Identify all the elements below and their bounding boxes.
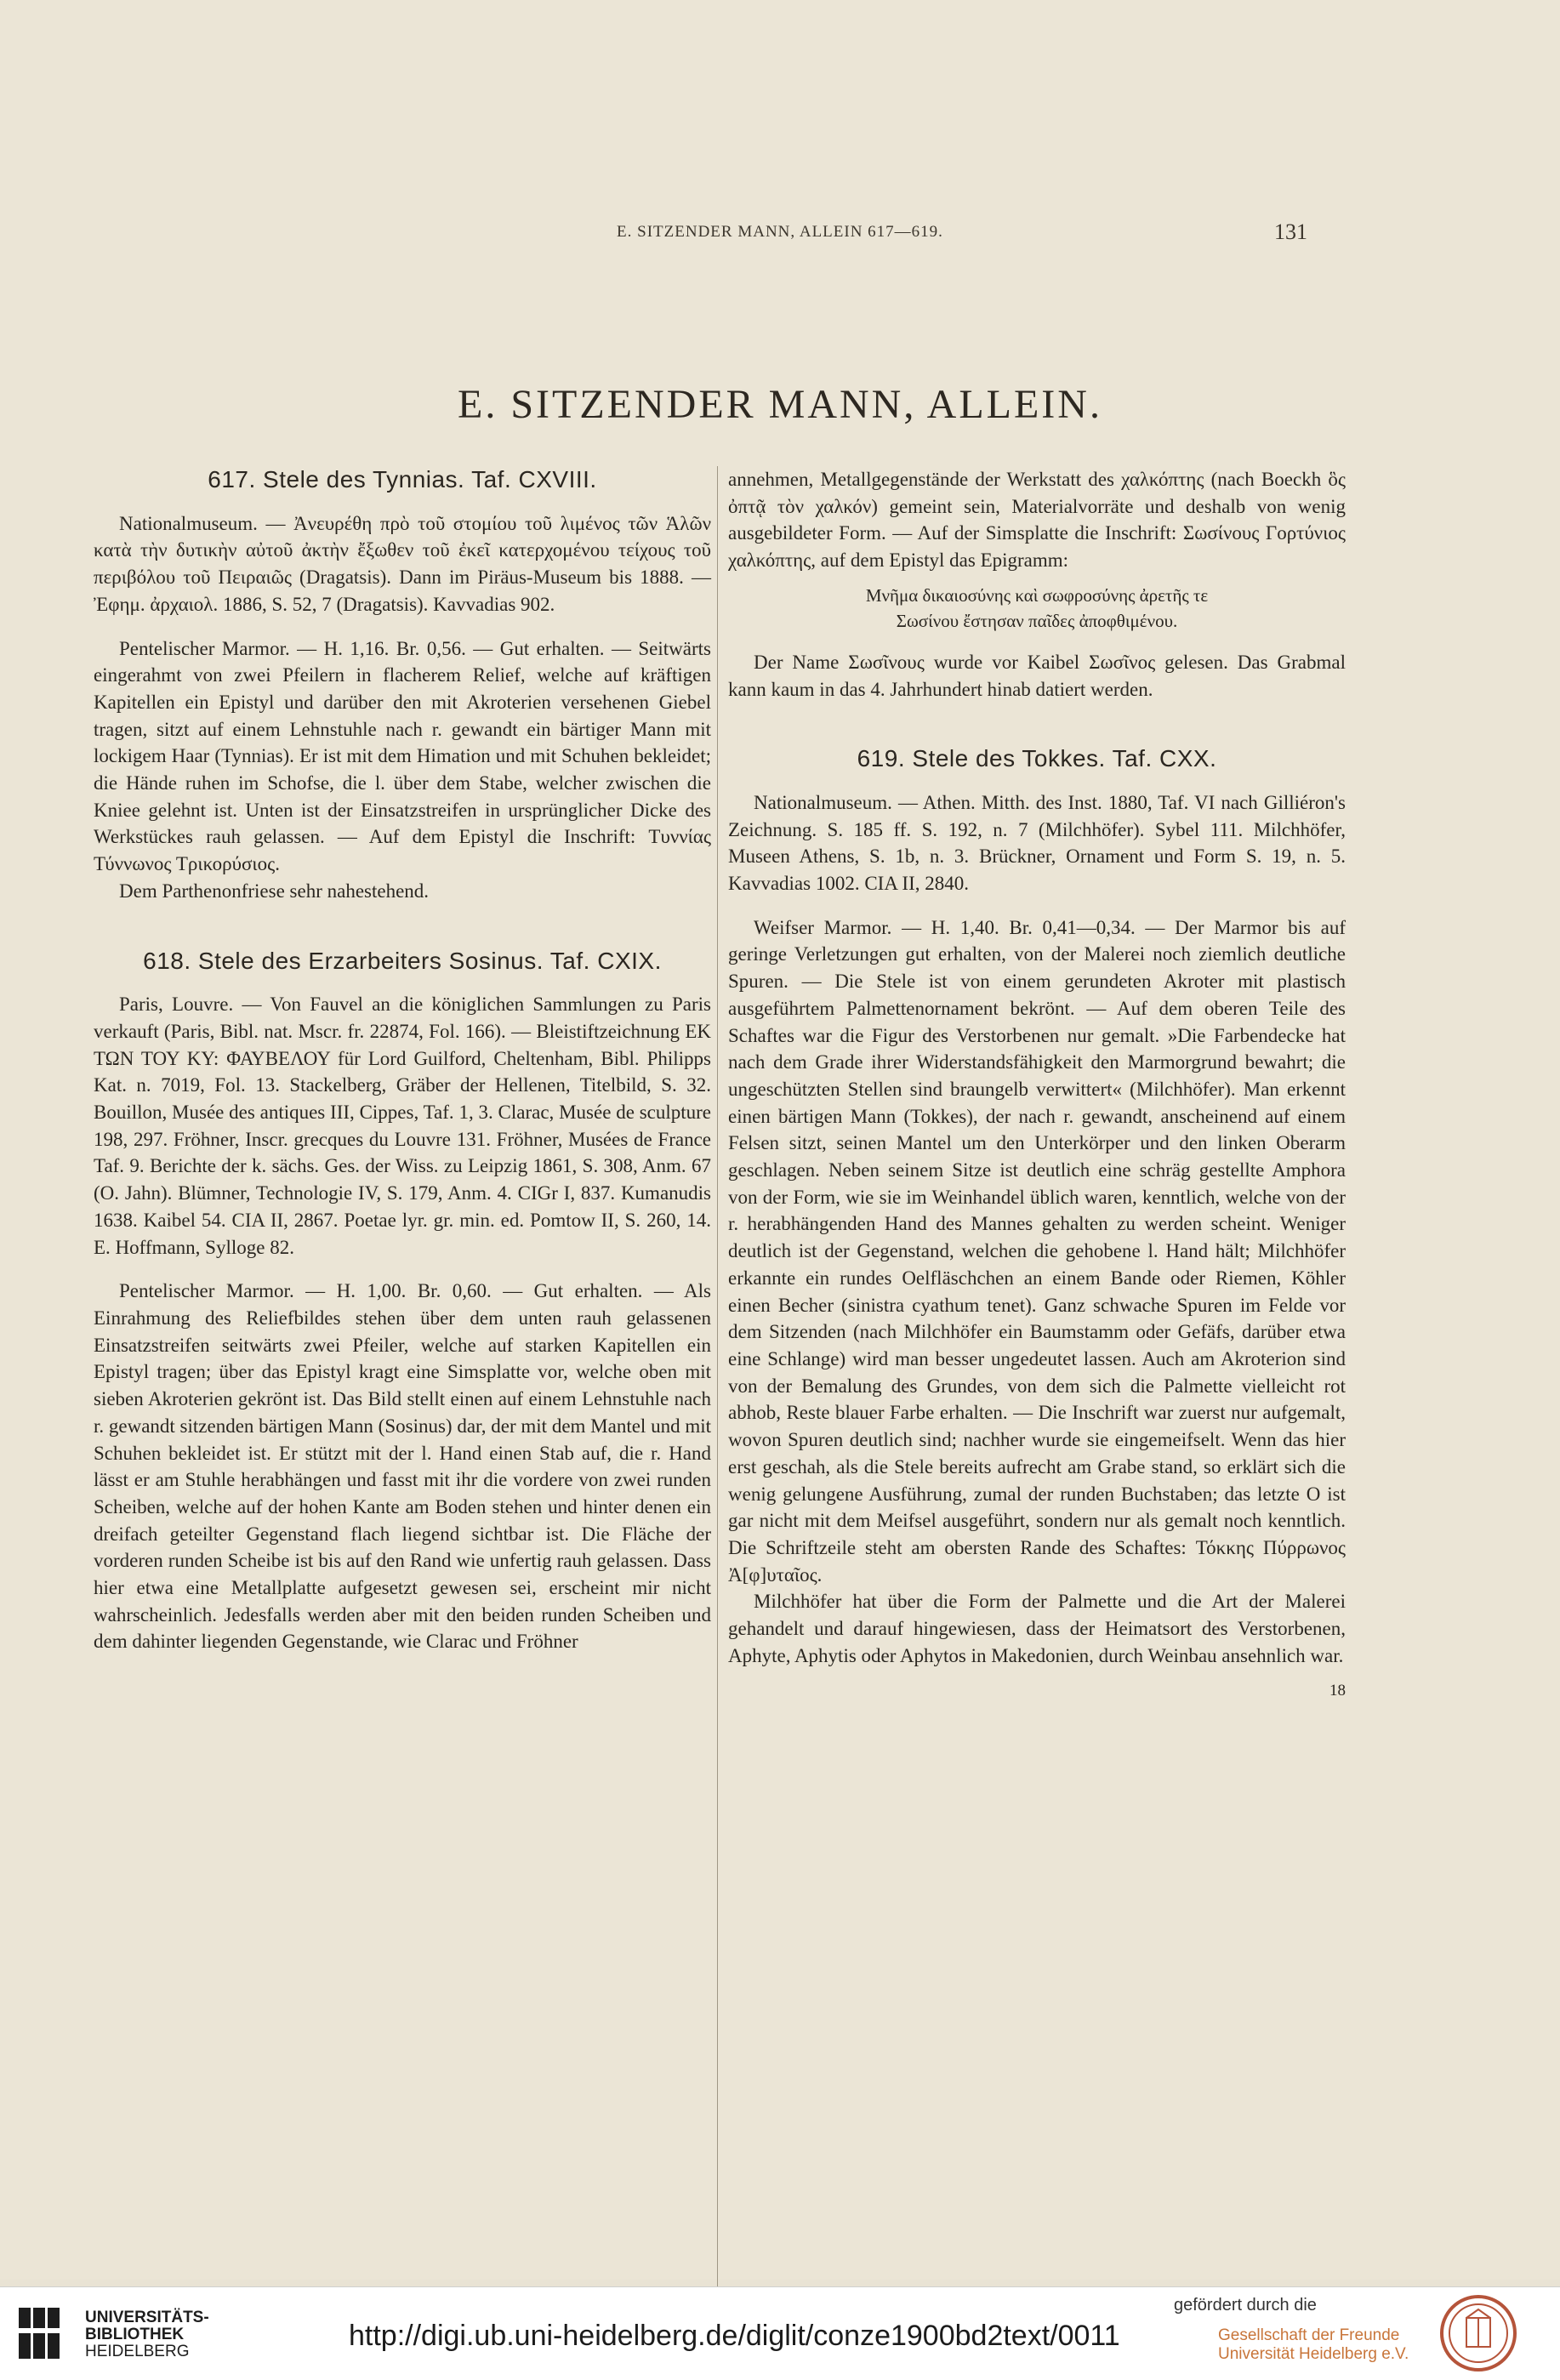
paragraph-618-continuation: annehmen, Metallgegenstände der Werkstatt des χαλκόπτης (nach Boeckh ὃς ὀπτᾷ τὸν χαλκόν) gemeint sein, Materialvorräte und deshalb von wenig ausgebildeter Form. — Auf der Simsplatte die Inschrift: Σωσίνους Γορτύνιος χαλκόπτης, auf dem Epistyl das Epigramm: xyxy=(728,469,1346,572)
paragraph-617-description: Pentelischer Marmor. — H. 1,16. Br. 0,56. — Gut erhalten. — Seitwärts eingerahmt von zwei Pfeilern in flacherem Relief, welche auf kräftigen Kapitellen ein Epistyl und darüber den mit Akroterien versehenen Giebel tragen, sitzt auf einem Lehnstuhle nach r. gewandt ein bärtiger Mann mit lockigem Haar (Tynnias). Er ist mit dem Himation und mit Schuhen bekleidet; die Hände ruhen im Schofse, die l. über dem Stabe, welcher zwischen die Kniee gelehnt ist. Unten ist der Einsatzstreifen in ursprünglicher Dicke des Werkstückes rauh gelassen. — Auf dem Epistyl die Inschrift: Τυννίας Τύννωνος Τρικορύσιος. xyxy=(94,637,711,875)
epigram xyxy=(728,583,1346,634)
university-seal-icon xyxy=(1439,2294,1517,2372)
paragraph-618-description: Pentelischer Marmor. — H. 1,00. Br. 0,60. — Gut erhalten. — Als Einrahmung des Reliefbildes stehen über dem unten rauh gelassenen Einsatzstreifen seitwärts zwei Pfeiler, welche auf starken Kapitellen ein Epistyl tragen; über das Epistyl kragt eine Simsplatte vor, welche oben mit sieben Akroterien gekrönt ist. Das Bild stellt einen auf einem Lehnstuhle nach r. gewandt sitzenden bärtigen Mann (Sosinus) dar, der mit dem Mantel und mit Schuhen bekleidet ist. Er stützt mit der l. Hand einen Stab auf, die r. Hand lässt er am Stuhle herabhängen und fasst mit ihr die vordere von zwei runden Scheiben, welche auf der hohen Kante am Boden stehen und hinter denen ein dreifach geteilter Gegenstand flach liegend sichtbar ist. Die Fläche der vorderen runden Scheibe ist bis auf den Rand wie unfertig rauh gelassen. Dass hier etwa eine Metallplatte aufgesetzt gewesen sei, erscheint mir nicht wahrscheinlich. Jedesfalls werden aber mit den beiden runden Scheiben und dem dahinter liegenden Gegenstande, wie Clarac und Fröhner xyxy=(94,1280,711,1653)
heading-619: 619. Stele des Tokkes. Taf. CXX. xyxy=(857,745,1217,772)
column-divider xyxy=(717,466,718,2351)
paragraph-619-conclusion: Milchhöfer hat über die Form der Palmette und die Art der Malerei gehandelt und darauf hingewiesen, dass der Heimatsort des Verstorbenen, Aphyte, Aphytis oder Aphytos in Makedonien, durch Weinbau ansehnlich war. xyxy=(728,1591,1346,1666)
sponsor-label: gefördert durch die xyxy=(1174,2296,1317,2315)
page-title: E. SITZENDER MANN, ALLEIN. xyxy=(458,382,1102,427)
epigram-line-1: Μνῆμα δικαιοσύνης καὶ σωφροσύνης ἀρετῆς τε xyxy=(865,584,1209,606)
heading-618: 618. Stele des Erzarbeiters Sosinus. Taf. CXIX. xyxy=(143,947,662,974)
printer-signature: 18 xyxy=(1329,1682,1346,1700)
paragraph-619-description: Weifser Marmor. — H. 1,40. Br. 0,41—0,34. — Der Marmor bis auf geringe Verletzungen gut erhalten, von der Malerei noch ziemlich deutliche Spuren. — Die Stele ist von einem gerundeten Akroter mit plastisch ausgeführtem Palmettenornament bekrönt. — Auf dem oberen Teile des Schaftes war die Figur des Verstorbenen nur gemalt. »Die Farbendecke hat nach dem Grade ihrer Widerstandsfähigkeit den Marmorgrund bewahrt; die ungeschützten Stellen sind braungelb verwittert« (Milchhöfer). Man erkennt einen bärtigen Mann (Tokkes), der nach r. gewandt, anscheinend auf einem Felsen sitzt, seinen Mantel um den Unterkörper und den linken Oberarm geschlagen. Neben seinem Sitze ist deutlich eine schräg gestellte Amphora von der Form, wie sie im Weinhandel üblich waren, kenntlich, welche von der r. herabhängenden Hand des Mannes gehalten zu werden scheint. Weniger deutlich ist der Gegenstand, welchen die gehobene l. Hand hält; Milchhöfer erkannte ein rundes Oelfläschchen an einem Bande oder Riemen, Köhler einen Becher (sinistra cyathum tenet). Ganz schwache Spuren im Felde vor dem Sitzenden (nach Milchhöfer ein Baumstamm oder Gefäfs, darüber etwa eine Schlange) wird man besser ungedeutet lassen. Auch am Akroterion sind von der Bemalung des Grundes, von dem sich die Palmette vielleicht rot abhob, Reste blauer Farbe erhalten. — Die Inschrift war zuerst nur aufgemalt, wovon Spuren deutlich sind; nachher wurde sie eingemeifselt. Wenn das hier erst geschah, als die Stele bereits aufrecht am Grabe stand, so erklärt sich die wenig gelungene Ausführung, zumal der runden Buchstaben; das letzte O ist gar nicht mit dem Meifsel ausgeführt, sondern nur als gemalt noch kenntlich. Die Schriftzeile steht am obersten Rande des Schaftes: Τόκκης Πύρρωνος Ἀ[φ]υταῖος. xyxy=(728,916,1346,1586)
paragraph-617-note: Dem Parthenonfriese sehr nahestehend. xyxy=(119,880,430,902)
epigram-line-2: Σωσίνου ἔστησαν παῖδες ἀποφθιμένου. xyxy=(896,610,1178,631)
digitization-footer xyxy=(0,2286,1560,2380)
library-name: UNIVERSITÄTS- BIBLIOTHEK HEIDELBERG xyxy=(85,2309,209,2360)
running-head: E. SITZENDER MANN, ALLEIN 617—619. xyxy=(617,223,943,241)
left-column xyxy=(94,466,711,1655)
paragraph-617-provenance: Nationalmuseum. — Ἀνευρέθη πρὸ τοῦ στομίου τοῦ λιμένος τῶν Ἁλῶν κατὰ τὴν δυτικὴν αὐτοῦ ἀκτὴν ἔξωθεν τοῦ ἐκεῖ κατερχομένου τείχους τοῦ περιβόλου τοῦ Πειραιῶς (Dragatsis). Dann im Piräus-Museum bis 1888. — Ἐφημ. ἀρχαιολ. 1886, S. 52, 7 (Dragatsis). Kavvadias 902. xyxy=(94,512,711,615)
sponsor-name: Gesellschaft der Freunde Universität Heidelberg e.V. xyxy=(1218,2326,1409,2363)
heading-617: 617. Stele des Tynnias. Taf. CXVIII. xyxy=(208,466,597,493)
paragraph-619-provenance: Nationalmuseum. — Athen. Mitth. des Inst. 1880, Taf. VI nach Gilliéron's Zeichnung. S. 185 ff. S. 192, n. 7 (Milchhöfer). Sybel 111. Milchhöfer, Museen Athens, S. 1b, n. 3. Brückner, Ornament und Form S. 19, n. 5. Kavvadias 1002. CIA II, 2840. xyxy=(728,791,1346,895)
permalink-url[interactable]: http://digi.ub.uni-heidelberg.de/diglit/conze1900bd2text/0011 xyxy=(349,2320,1120,2352)
page-number: 131 xyxy=(1274,219,1307,244)
right-column xyxy=(728,466,1346,1705)
paragraph-618-provenance: Paris, Louvre. — Von Fauvel an die königlichen Sammlungen zu Paris verkauft (Paris, Bibl. nat. Mscr. fr. 22874, Fol. 166). — Bleistiftzeichnung ΕΚ ΤΩΝ ΤΟΥ ΚΥ: ΦΑΥΒΕΛΟΥ für Lord Guilford, Cheltenham, Bibl. Philipps Kat. n. 7019, Fol. 13. Stackelberg, Gräber der Hellenen, Titelbild, S. 32. Bouillon, Musée des antiques III, Cippes, Taf. 1, 3. Clarac, Musée de sculpture 198, 297. Fröhner, Inscr. grecques du Louvre 131. Fröhner, Musées de France Taf. 9. Berichte der k. sächs. Ges. der Wiss. zu Leipzig 1861, S. 308, Anm. 67 (O. Jahn). Blümner, Technologie IV, S. 179, Anm. 4. CIGr I, 837. Kumanudis 1638. Kaibel 54. CIA II, 2867. Poetae lyr. gr. min. ed. Pomtow II, S. 260, 14. E. Hoffmann, Sylloge 82. xyxy=(94,994,711,1258)
library-logo-icon xyxy=(17,2306,61,2360)
paragraph-618-name-note: Der Name Σωσῖνους wurde vor Kaibel Σωσῖνος gelesen. Das Grabmal kann kaum in das 4. Jahrhundert hinab datiert werden. xyxy=(728,651,1346,700)
